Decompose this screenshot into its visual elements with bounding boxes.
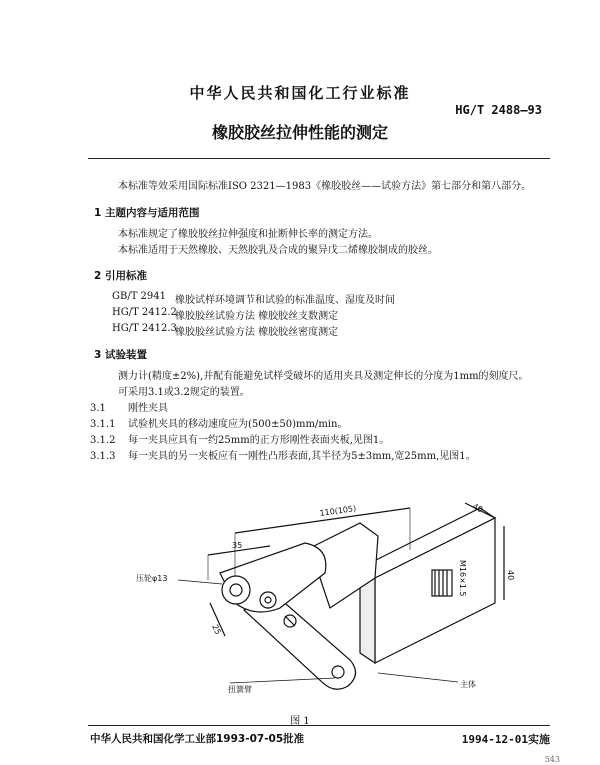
clause-number: 3.1.2 (90, 435, 116, 446)
label-35: 35 (232, 541, 243, 550)
section-3-paragraph: 测力计(精度±2%),并配有能避免试样受破坏的适用夹具及测定伸长的分度为1mm的刻度尺。 (118, 371, 529, 382)
leader-torsion-arm (230, 678, 335, 683)
label-body: 主体 (460, 680, 476, 689)
jaw-head (220, 543, 326, 612)
thread-screw (432, 570, 452, 596)
ref-standard-desc: 橡胶胶丝试验方法 橡胶胶丝密度测定 (175, 327, 339, 338)
ref-standard-code: GB/T 2941 (112, 291, 167, 302)
section-1-heading: 1 主题内容与适用范围 (94, 207, 200, 219)
label-40-top: 40 (471, 501, 485, 515)
clause-number: 3.1.1 (90, 419, 116, 430)
footer-rule (88, 725, 550, 726)
section-1-paragraph: 本标准适用于天然橡胶、天然胶乳及合成的聚异戊二烯橡胶制成的胶丝。 (118, 245, 438, 256)
label-torsion-arm: 扭簧臂 (228, 685, 252, 694)
label-thread: M16×1.5 (458, 560, 467, 597)
figure-1-clamp-drawing (120, 488, 520, 708)
ref-standard-code: HG/T 2412.2 (112, 307, 177, 318)
clause-text: 试验机夹具的移动速度应为(500±50)mm/min。 (128, 419, 348, 430)
figure-caption: 图 1 (290, 716, 310, 727)
label-25: 25 (210, 623, 223, 637)
section-1-paragraph: 本标准规定了橡胶胶丝拉伸强度和扯断伸长率的测定方法。 (118, 229, 378, 240)
section-3-paragraph: 可采用3.1或3.2规定的装置。 (118, 387, 250, 398)
section-3-heading: 3 试验装置 (94, 349, 147, 361)
label-press-wheel: 压轮φ13 (136, 574, 168, 583)
clause-number: 3.1.3 (90, 451, 116, 462)
ref-standard-desc: 橡胶试样环境调节和试验的标准温度、湿度及时间 (175, 295, 395, 306)
clause-text: 刚性夹具 (128, 403, 168, 414)
page-number: 543 (544, 755, 560, 764)
effective-date: 1994-12-01实施 (461, 733, 550, 746)
clause-text: 每一夹具的另一夹板应有一刚性凸形表面,其半径为5±3mm,宽25mm,见图1。 (128, 451, 476, 462)
clause-text: 每一夹具应具有一约25mm的正方形刚性表面夹板,见图1。 (128, 435, 390, 446)
section-2-heading: 2 引用标准 (94, 270, 147, 282)
approval-line: 中华人民共和国化学工业部1993-07-05批准 (90, 733, 305, 745)
intro-paragraph: 本标准等效采用国际标准ISO 2321—1983《橡胶胶丝——试验方法》第七部分和第八部分。 (118, 181, 532, 192)
clause-number: 3.1 (90, 403, 106, 414)
leader-body (378, 673, 458, 682)
ref-standard-code: HG/T 2412.3 (112, 323, 177, 334)
leader-press-wheel (178, 580, 222, 584)
issuing-organization: 中华人民共和国化工行业标准 (189, 84, 411, 102)
label-40-side: 40 (506, 570, 515, 581)
label-length: 110(105) (319, 503, 357, 518)
document-title: 橡胶胶丝拉伸性能的测定 (211, 123, 388, 142)
standard-code: HG/T 2488—93 (455, 103, 542, 117)
header-rule (88, 158, 550, 159)
ref-standard-desc: 橡胶胶丝试验方法 橡胶胶丝支数测定 (175, 311, 339, 322)
